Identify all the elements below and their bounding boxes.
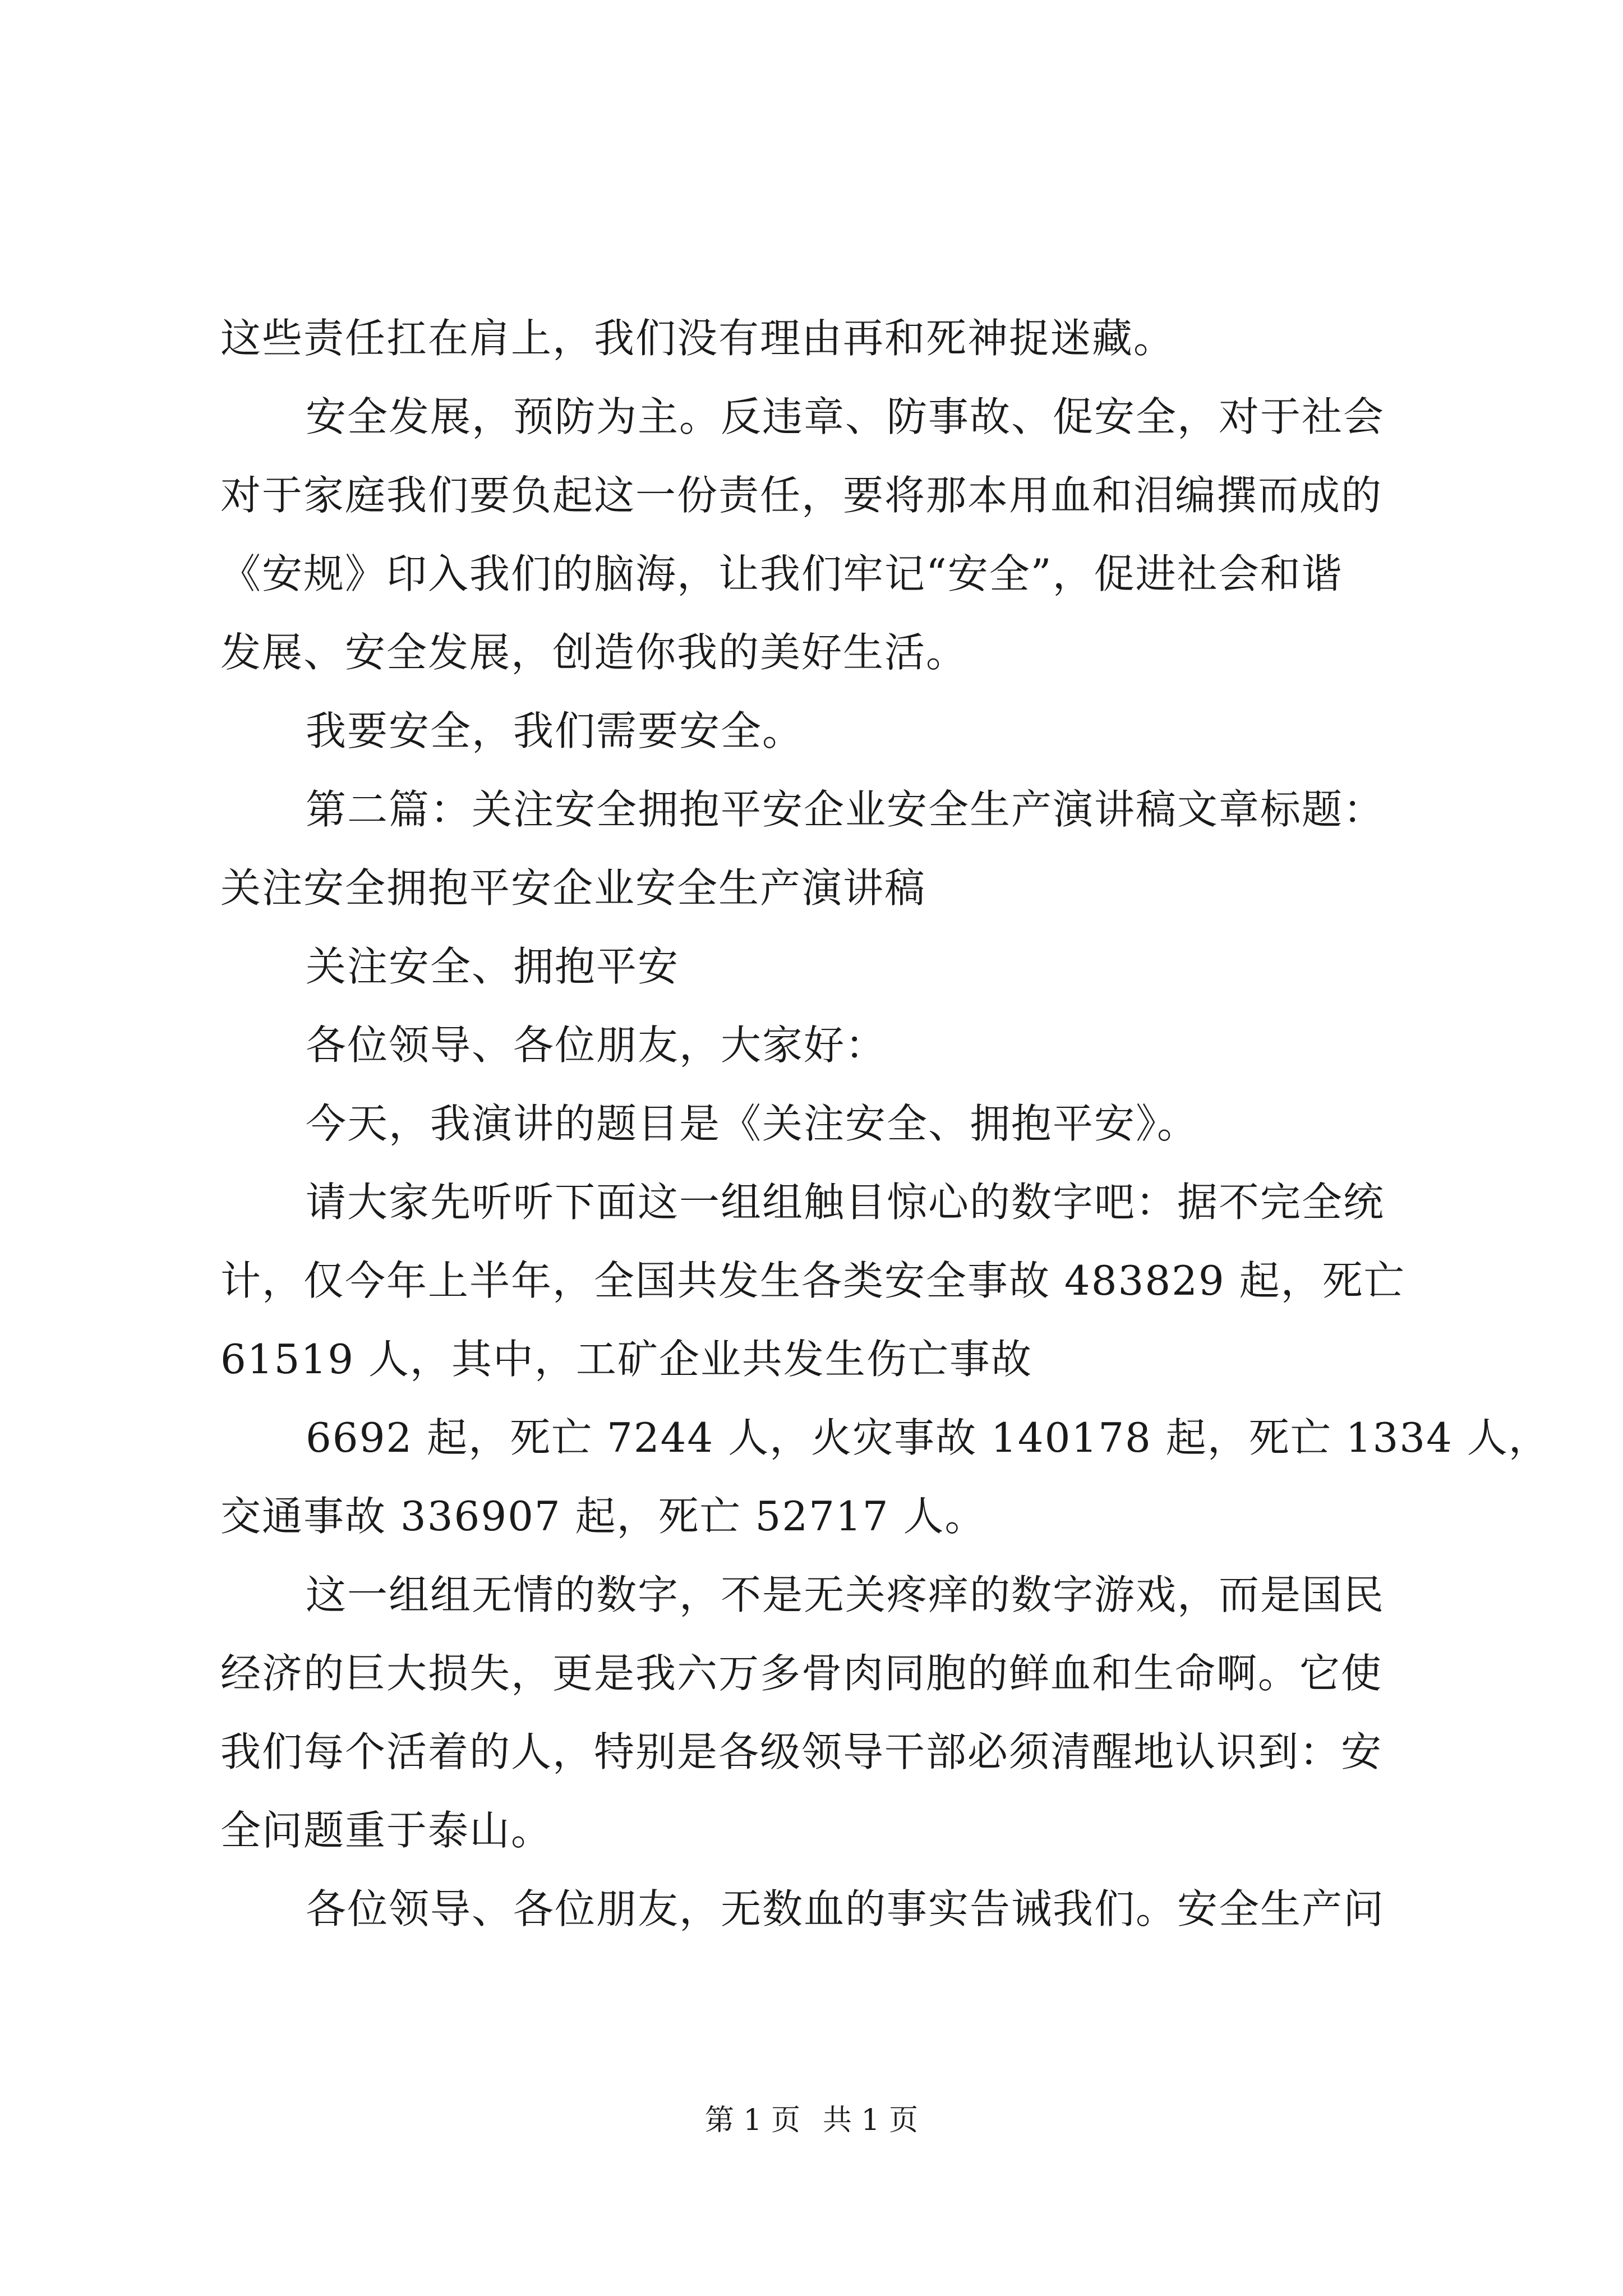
text-line: 关注安全拥抱平安企业安全生产演讲稿 [220,864,926,912]
text-line: 对于家庭我们要负起这一份责任，要将那本用血和泪编撰而成的 [220,472,1383,519]
text-line: 发展、安全发展，创造你我的美好生活。 [220,629,968,676]
text-line: 今天，我演讲的题目是《关注安全、拥抱平安》。 [306,1100,1199,1147]
page-number: 第 1 页 [704,2104,800,2137]
text-line: 全问题重于泰山。 [220,1807,553,1854]
text-line: 这些责任扛在肩上，我们没有理由再和死神捉迷藏。 [220,315,1175,362]
text-line: 各位领导、各位朋友，大家好： [306,1022,887,1069]
page-footer [0,2101,1623,2140]
text-line: 请大家先听听下面这一组组触目惊心的数字吧：据不完全统 [306,1179,1385,1226]
text-line: 关注安全、拥抱平安 [306,943,680,990]
text-line: 6692 起，死亡 7244 人，火灾事故 140178 起，死亡 1334 人， [306,1414,1550,1461]
text-line: 经济的巨大损失，更是我六万多骨肉同胞的鲜血和生命啊。它使 [220,1650,1383,1697]
text-line: 安全发展，预防为主。反违章、防事故、促安全，对于社会 [306,393,1385,440]
text-line: 《安规》印入我们的脑海，让我们牢记“安全”，促进社会和谐 [220,550,1343,597]
text-line: 61519 人，其中，工矿企业共发生伤亡事故 [220,1336,1032,1383]
text-line: 各位领导、各位朋友，无数血的事实告诫我们。安全生产问 [306,1885,1385,1932]
text-line: 第二篇：关注安全拥抱平安企业安全生产演讲稿文章标题： [306,786,1385,833]
page-total: 共 1 页 [823,2104,919,2137]
text-line: 我们每个活着的人，特别是各级领导干部必须清醒地认识到：安 [220,1728,1383,1775]
text-line: 交通事故 336907 起，死亡 52717 人。 [220,1493,986,1540]
text-line: 这一组组无情的数字，不是无关疼痒的数字游戏，而是国民 [306,1571,1385,1618]
text-line: 我要安全，我们需要安全。 [306,707,804,754]
text-line: 计，仅今年上半年，全国共发生各类安全事故 483829 起，死亡 [220,1257,1405,1304]
